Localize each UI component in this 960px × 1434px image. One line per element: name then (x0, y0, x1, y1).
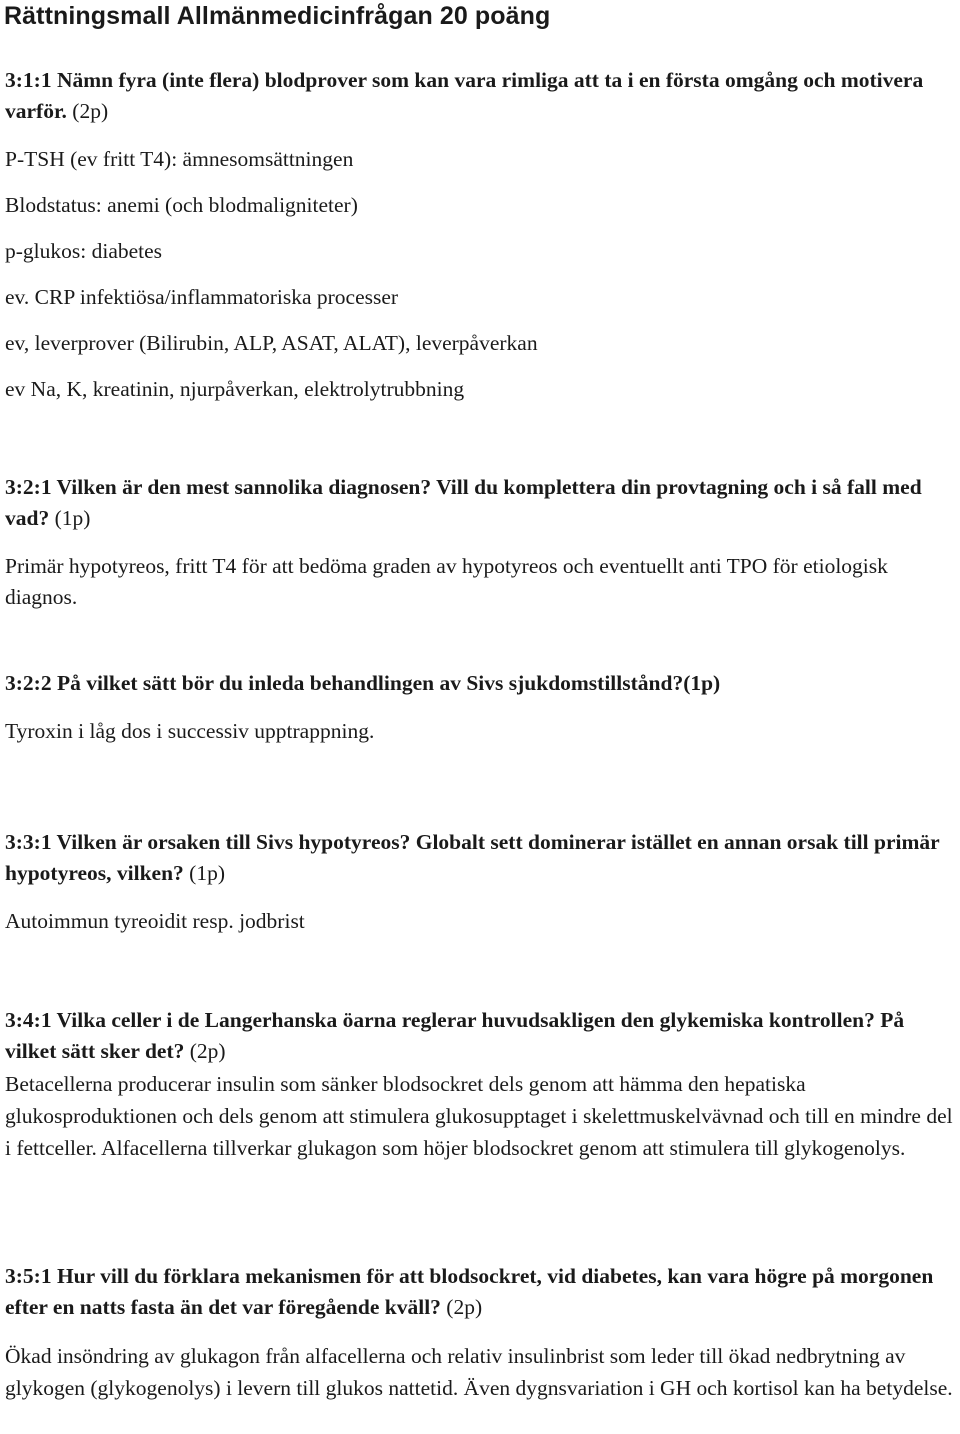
question-3-1-1 (5, 65, 957, 127)
answer-text: Autoimmun tyreoidit resp. jodbrist (5, 909, 305, 933)
question-3-2-2 (5, 668, 957, 699)
answer-line: ev Na, K, kreatinin, njurpåverkan, elektrolytrubbning (5, 377, 465, 401)
question-text: 3:4:1 Vilka celler i de Langerhanska öarna reglerar huvudsakligen den glykemiska kontrollen? På vilket sätt sker det? (5, 1008, 905, 1063)
question-3-3-1 (5, 827, 957, 889)
question-points: (2p) (440, 1295, 483, 1319)
question-3-4-1 (5, 1005, 957, 1067)
question-points: (1p) (49, 506, 91, 530)
answer-text: Tyroxin i låg dos i successiv upptrappning. (5, 719, 375, 743)
answer-line: ev. CRP infektiösa/inflammatoriska processer (5, 285, 399, 309)
answer-line: p-glukos: diabetes (5, 239, 163, 263)
question-points: (2p) (184, 1039, 226, 1063)
answer-line: P-TSH (ev fritt T4): ämnesomsättningen (5, 147, 354, 171)
question-text: 3:2:1 Vilken är den mest sannolika diagnosen? Vill du komplettera din provtagning och i så fall med vad? (5, 475, 922, 530)
question-3-2-1 (5, 472, 957, 534)
answer-text: Ökad insöndring av glukagon från alfacellerna och relativ insulinbrist som leder till ökad nedbrytning av glykogen (glykogenolys) i levern till glukos nattetid. Även dygnsvariation i GH och kortisol kan ha betydelse. (5, 1344, 953, 1400)
answer-text: Betacellerna producerar insulin som sänker blodsockret dels genom att hämma den hepatiska glukosproduktionen och dels genom att stimulera glukosupptaget i skelettmuskelvävnad och till en mindre del i fettceller. Alfacellerna tillverkar glukagon som höjer blodsockret genom att stimulera till glykogenolys. (5, 1072, 953, 1160)
question-points: (2p) (66, 99, 109, 123)
answer-line: Blodstatus: anemi (och blodmaligniteter) (5, 193, 358, 217)
answer-text: Primär hypotyreos, fritt T4 för att bedöma graden av hypotyreos och eventuellt anti TPO för etiologisk diagnos. (5, 554, 888, 609)
question-3-5-1 (5, 1261, 957, 1323)
question-points: (1p) (183, 861, 225, 885)
question-text: 3:5:1 Hur vill du förklara mekanismen för att blodsockret, vid diabetes, kan vara högre på morgonen efter en natts fasta än det var föregående kväll? (5, 1264, 934, 1319)
document-title: Rättningsmall Allmänmedicinfrågan 20 poäng (4, 2, 551, 30)
answer-line: ev, leverprover (Bilirubin, ALP, ASAT, ALAT), leverpåverkan (5, 331, 538, 355)
question-text: 3:1:1 Nämn fyra (inte flera) blodprover som kan vara rimliga att ta i en första omgång och motivera varför. (5, 68, 924, 123)
question-text: 3:2:2 På vilket sätt bör du inleda behandlingen av Sivs sjukdomstillstånd?(1p) (5, 671, 721, 695)
question-text: 3:3:1 Vilken är orsaken till Sivs hypotyreos? Globalt sett dominerar istället en annan orsak till primär hypotyreos, vilken? (5, 830, 940, 885)
